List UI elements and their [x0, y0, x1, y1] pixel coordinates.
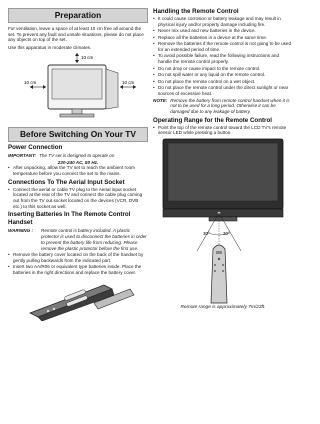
clearance-label-top: 10 cm [81, 54, 94, 60]
handling-list [153, 16, 293, 97]
angle-label-right: 30° [223, 230, 230, 236]
climate-paragraph: Use this apparatus in moderate climates. [8, 45, 92, 51]
tv-clearance-illustration [8, 51, 148, 121]
power-spec: 220-240 AC, 50 Hz. [57, 159, 99, 165]
range-caption: Remote range is approximately 7m/23ft. [180, 304, 266, 310]
list-item: • After unpacking, allow the TV set to reach the ambient room temperature before you connect the set to the mains. [8, 165, 148, 176]
list-item: • Remove the battery cover located on the back of the handset by gently pulling backwards from the indicated part. [8, 252, 148, 263]
list-item: • Point the top of the remote control toward the LCD TV's remote sensor LED while pressing a button. [153, 125, 293, 136]
note-label: NOTE: [153, 97, 168, 103]
left-column [8, 8, 148, 321]
preparation-paragraph: For ventilation, leave a space of at least 10 cm free all around the set. To prevent any fault and unsafe situations, please do not place any objects on top of the set. [8, 26, 144, 43]
aerial-heading: Connections To The Aerial Input Socket [8, 178, 125, 186]
list-item: • It could cause corrosion or battery leakage and may result in physical injury and/or property damage including fire. [153, 16, 293, 27]
list-item: • Do not place the remote control on a wet object. [153, 79, 293, 85]
important-text: The TV set is designed to operate on [39, 152, 115, 158]
clearance-label-left: 10 cm [24, 79, 37, 85]
list-item: • Connect the aerial or cable TV plug to the Aerial input socket located at the rear of the TV and connect the cable plug coming out from the TV out socket located on the devices (VCR, DVB etc.) to this socket as well. [8, 187, 148, 210]
list-item: • To avoid possible failure, read the following instructions and handle the remote control properly. [153, 53, 293, 64]
range-list [153, 125, 293, 136]
list-item: • Never mix used and new batteries in the device. [153, 28, 293, 34]
power-connection-heading: Power Connection [8, 143, 63, 151]
battery-insertion-illustration [8, 277, 148, 321]
angle-label-left: 30° [203, 230, 210, 236]
before-switching-title: Before Switching On Your TV [8, 127, 148, 142]
warning-text: Remote control is battery included. A plastic protector is used to disconnect the batteries in order to prevent the battery life from reducing. Please remove the plastic protector before the first use. [41, 228, 147, 251]
power-list [8, 165, 148, 176]
important-note [8, 153, 148, 159]
list-item: • Do not place the remote control under the direct sunlight or near sources of excessive heat. [153, 85, 293, 96]
battery-list [8, 252, 148, 276]
list-item: • Do not spill water or any liquid on the remote control. [153, 72, 293, 78]
list-item: • Insert two AA/R06 or equivalent type batteries inside. Place the batteries in the right directions and replace the battery cover. [8, 264, 148, 275]
warning-label: WARNING : [8, 228, 34, 234]
remote-range-illustration [153, 137, 293, 305]
handling-heading: Handling the Remote Control [153, 8, 239, 15]
aerial-list [8, 187, 148, 210]
battery-note [153, 98, 293, 115]
warning-note [8, 228, 148, 251]
important-label: IMPORTANT: [8, 152, 37, 158]
list-item: • Do not drop or cause impact to the remote control. [153, 66, 293, 72]
list-item: • Remove the batteries if the remote control is not going to be used for an extended period of time. [153, 41, 293, 52]
range-heading: Operating Range for the Remote Control [153, 116, 272, 124]
list-item: • Replace all the batteries in a device at the same time. [153, 35, 293, 41]
batteries-heading: Inserting Batteries In The Remote Control Handset [8, 211, 131, 227]
note-text: Remove the battery from remote control handset when it is not to be used for a long period. Otherwise it can be damaged due to any leakage of battery. [170, 97, 290, 114]
preparation-title: Preparation [8, 8, 148, 23]
right-column [153, 8, 293, 311]
clearance-label-right: 10 cm [122, 79, 135, 85]
